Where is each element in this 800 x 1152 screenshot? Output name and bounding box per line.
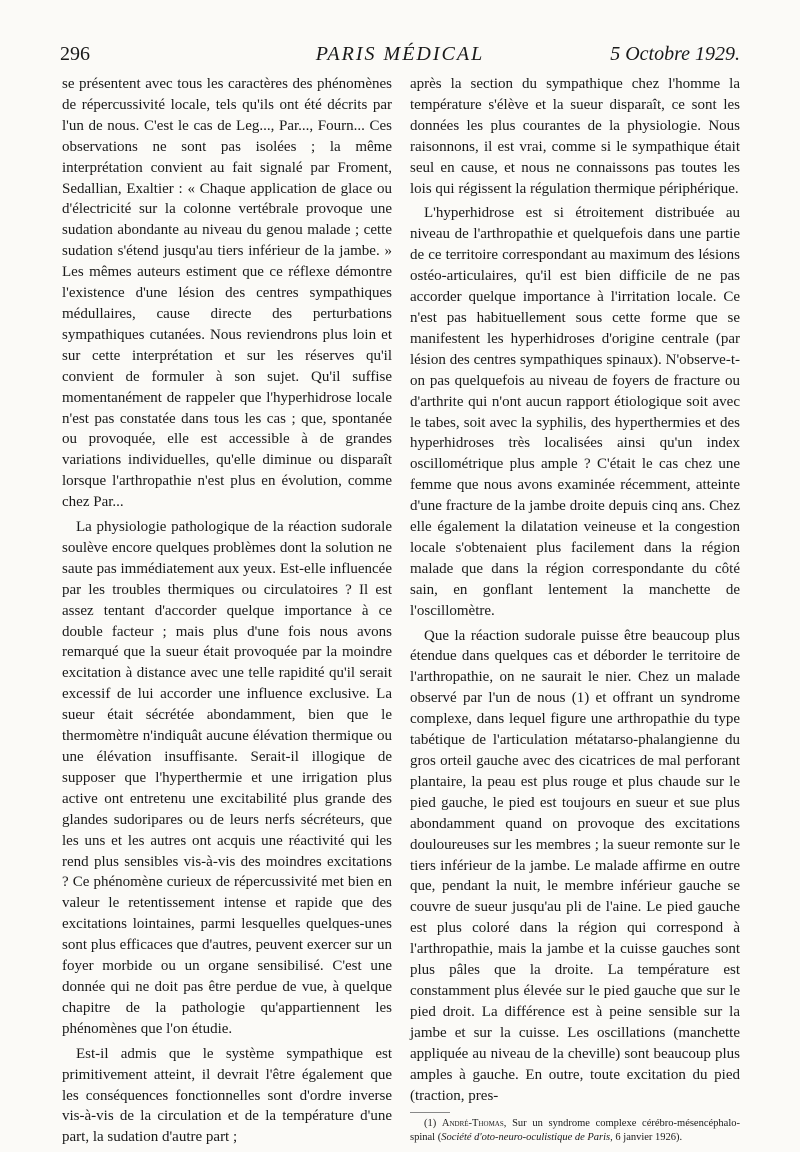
left-column [62, 74, 392, 1152]
issue-date: 5 Octobre 1929. [610, 43, 740, 65]
right-column [410, 74, 740, 1148]
footnote [410, 1117, 740, 1144]
page-number: 296 [60, 43, 90, 65]
paragraph: L'hyperhidrose est si étroitement distribuée au niveau de l'arthropathie et quelquefois dans une partie de ce territoire correspondant au maximum des lésions ostéo-articulaires, qu'il est bien difficile de ne pas accorder quelque importance à l'irritation locale. Ce n'est pas habituellement sous cette forme que se manifestent les hyperhidroses d'origine centrale (par lésion des centres sympathiques spinaux). N'observe-t-on pas quelquefois au niveau de foyers de fracture ou d'arthrite qui n'ont aucun rapport étiologique soit avec le tabes, soit avec la syphilis, des hyperthermies et des hyperhidroses très localisées ainsi qu'un index oscillométrique plus ample ? C'était le cas chez une femme que nous avons examinée récemment, atteinte d'une fracture de la jambe droite depuis cinq ans. Chez elle également la dilatation veineuse et la congestion locale s'obtenaient plus facilement dans la région malade que dans la région correspondante du côté sain, en gonflant lentement la manchette de l'oscillomètre. [410, 205, 740, 619]
footnote-text: Sur un syndrome complexe cérébro-mésencéphalo-spinal ( [410, 1118, 740, 1143]
paragraph: se présentent avec tous les caractères des phénomènes de répercussivité locale, tels qu'ils ont été décrits par l'un de nous. C'est le cas de Leg..., Par..., Fourn... Ces observations ne sont pas isolées ; la même interprétation convient au fait signalé par Froment, Sedallian, Exaltier : « Chaque application de glace ou d'électricité sur la colonne vertébrale provoque une sudation abondante au niveau du genou malade ; cette sudation s'étend jusqu'au tiers inférieur de la jambe. » Les mêmes auteurs estiment que ce réflexe démontre l'existence d'une lésion des centres sympathiques médullaires, cause directe des perturbations sympathiques cutanées. Nous reviendrons plus loin et sur cette interprétation et sur les réserves qu'il convient de formuler à son sujet. Qu'il suffise momentanément de rappeler que l'hyperhidrose locale n'est pas constatée dans tous les cas ; que, spontanée ou provoquée, elle est accessible à de grandes variations individuelles, qu'elle diminue ou disparaît lorsque l'arthropathie n'est plus en évolution, comme chez Par... [62, 76, 392, 511]
footnote-date: 6 janvier 1926). [615, 1131, 683, 1143]
paragraph: après la section du sympathique chez l'homme la température s'élève et la sueur disparaît, ce sont les données les plus courantes de la physiologie. Nous raisonnons, il est vrai, comme si le sympathique était seul en cause, et nous ne connaissons pas toutes les lois qui régissent la régulation thermique périphérique. [410, 76, 740, 197]
footnote-marker: (1) [424, 1118, 437, 1130]
footnote-divider [410, 1112, 450, 1113]
footnote-source: Société d'oto-neuro-oculistique de Paris, [441, 1131, 613, 1143]
running-header [60, 40, 740, 72]
journal-title: PARIS MÉDICAL [315, 43, 485, 65]
paragraph: La physiologie pathologique de la réaction sudorale soulève encore quelques problèmes dont la solution ne saute pas immédiatement aux yeux. Est-elle influencée par les troubles thermiques ou circulatoires ? Il est assez tentant d'accorder quelque importance à ce double facteur ; mais plus d'une fois nous avons remarqué que la sueur était provoquée par la moindre excitation à distance avec une telle rapidité qu'il serait excessif de lui accorder une influence exclusive. La sueur était sécrétée abondamment, bien que le thermomètre n'indiquât aucune élévation thermique ou une élévation insuffisante. Serait-il illogique de supposer que l'hyperthermie et une irrigation plus active ont entretenu une excitabilité plus grande des glandes sudoripares ou de leurs nerfs sécréteurs, que les uns et les autres ont acquis une réactivité qui les rend plus sensibles vis-à-vis des moindres excitations ? Ce phénomène curieux de répercussivité met bien en valeur le retentissement intense et rapide que des excitations lointaines, parmi lesquelles quelques-unes sont plus efficaces que d'autres, peuvent exercer sur un foyer morbide ou un organe sensibilisé. C'est une donnée qui ne doit pas être perdue de vue, à quelque chapitre de la pathologie qu'appartiennent les phénomènes que l'on étudie. [62, 519, 392, 1037]
paragraph: Que la réaction sudorale puisse être beaucoup plus étendue dans quelques cas et déborder le territoire de l'arthropathie, on ne saurait le nier. Chez un malade observé par l'un de nous (1) et offrant un syndrome complexe, dans lequel figure une arthropathie du type tabétique de l'articulation métatarso-phalangienne du gros orteil gauche avec des cicatrices de mal perforant plantaire, la peau est plus rouge et plus chaude sur le pied gauche, le pied est toujours en sueur et sue plus abondamment quand on provoque des excitations douloureuses sur les membres ; la sueur remonte sur le tiers inférieur de la jambe. Le malade affirme en outre que, pendant la nuit, le membre inférieur gauche se couvre de sueur jusqu'au pli de l'aine. Le pied gauche est plus coloré dans la région qui correspond à l'arthropathie, mais la jambe et la cuisse gauches sont plus pâles que la droite. La température est constamment plus élevée sur le pied gauche que sur le pied droit. La différence est à peine sensible sur la jambe et sur la cuisse. Les oscillations (manchette appliquée au niveau de la cheville) sont beaucoup plus amples à gauche. En outre, toute excitation du pied (traction, pres- [410, 627, 740, 1104]
footnote-author: André-Thomas, [441, 1118, 507, 1130]
paragraph: Est-il admis que le système sympathique est primitivement atteint, il devrait l'être également que les conséquences fonctionnelles sont d'ordre inverse vis-à-vis de la circulation et de la température d'une part, la sudation d'autre part ; [62, 1045, 392, 1146]
